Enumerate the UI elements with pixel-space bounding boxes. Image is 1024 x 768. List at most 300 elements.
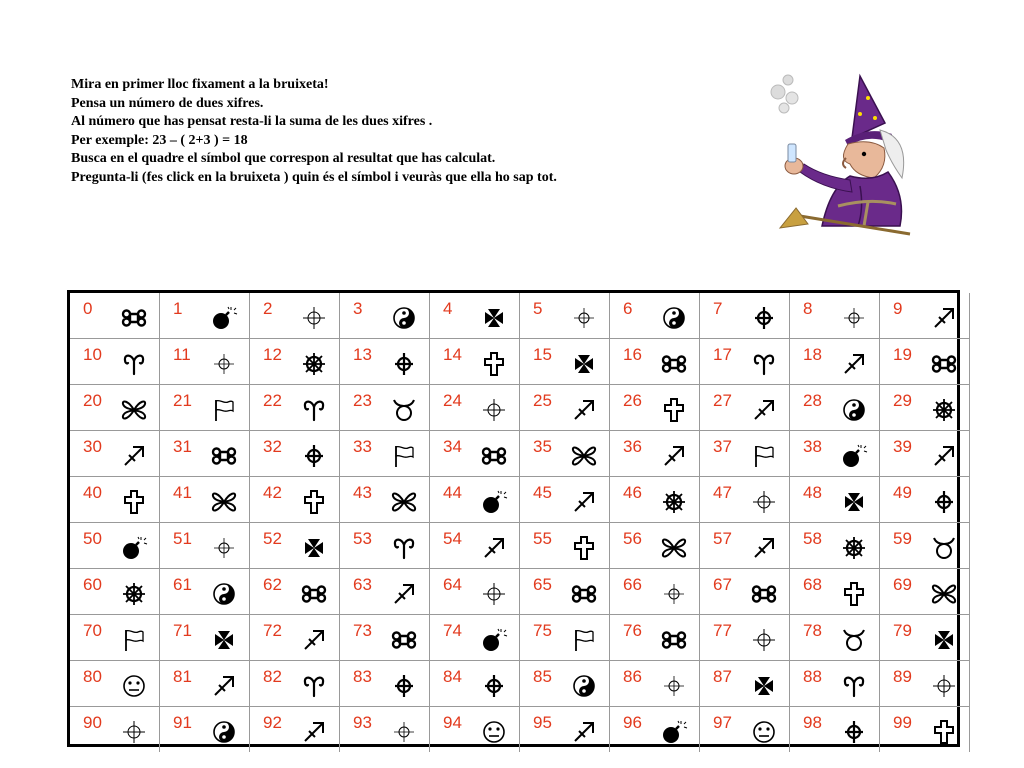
cell-number: 14 <box>443 345 462 364</box>
grid-row <box>70 385 970 431</box>
grid-cell <box>790 293 880 339</box>
grid-cell <box>250 707 340 753</box>
cell-number: 83 <box>353 667 372 686</box>
grid-cell <box>70 707 160 753</box>
target-icon <box>570 304 598 332</box>
cell-number: 65 <box>533 575 552 594</box>
cell-number: 50 <box>83 529 102 548</box>
cell-number: 36 <box>623 437 642 456</box>
grid-cell <box>790 569 880 615</box>
cell-number: 89 <box>893 667 912 686</box>
cell-number: 51 <box>173 529 192 548</box>
bomb-icon <box>480 488 508 516</box>
grid-cell <box>520 293 610 339</box>
butterfly-icon <box>120 396 148 424</box>
target-icon <box>210 534 238 562</box>
grid-cell <box>70 431 160 477</box>
grid-cell <box>70 339 160 385</box>
cell-number: 76 <box>623 621 642 640</box>
latin-cross-icon <box>660 396 688 424</box>
target-icon <box>660 580 688 608</box>
command-symbol-icon <box>660 626 688 654</box>
neutral-face-icon <box>120 672 148 700</box>
cell-number: 7 <box>713 299 723 318</box>
cell-number: 91 <box>173 713 192 732</box>
grid-cell <box>340 385 430 431</box>
maltese-cross-icon <box>300 534 328 562</box>
circle-cross-icon <box>750 304 778 332</box>
cell-number: 62 <box>263 575 282 594</box>
grid-cell <box>430 385 520 431</box>
cell-number: 63 <box>353 575 372 594</box>
crosshair-icon <box>750 488 778 516</box>
sagittarius-icon <box>570 718 598 746</box>
circle-cross-icon <box>300 442 328 470</box>
grid-cell <box>610 385 700 431</box>
grid-cell <box>70 615 160 661</box>
grid-cell <box>250 339 340 385</box>
butterfly-icon <box>390 488 418 516</box>
aries-icon <box>390 534 418 562</box>
latin-cross-icon <box>840 580 868 608</box>
cell-number: 78 <box>803 621 822 640</box>
latin-cross-icon <box>300 488 328 516</box>
instructions-text <box>71 76 557 187</box>
cell-number: 42 <box>263 483 282 502</box>
grid-cell <box>880 569 970 615</box>
command-symbol-icon <box>750 580 778 608</box>
cell-number: 77 <box>713 621 732 640</box>
cell-number: 82 <box>263 667 282 686</box>
command-symbol-icon <box>480 442 508 470</box>
cell-number: 59 <box>893 529 912 548</box>
grid-cell <box>700 385 790 431</box>
grid-cell <box>340 431 430 477</box>
sagittarius-icon <box>300 626 328 654</box>
grid-cell <box>430 569 520 615</box>
cell-number: 81 <box>173 667 192 686</box>
crosshair-icon <box>750 626 778 654</box>
grid-row <box>70 293 970 339</box>
grid-cell <box>880 523 970 569</box>
grid-cell <box>790 431 880 477</box>
bomb-icon <box>480 626 508 654</box>
cell-number: 38 <box>803 437 822 456</box>
grid-cell <box>340 569 430 615</box>
grid-cell <box>610 339 700 385</box>
grid-cell <box>430 339 520 385</box>
grid-row <box>70 339 970 385</box>
grid-cell <box>70 293 160 339</box>
grid-cell <box>160 523 250 569</box>
grid-cell <box>790 661 880 707</box>
cell-number: 0 <box>83 299 93 318</box>
cell-number: 87 <box>713 667 732 686</box>
grid-cell <box>430 661 520 707</box>
grid-cell <box>430 615 520 661</box>
cell-number: 28 <box>803 391 822 410</box>
crosshair-icon <box>120 718 148 746</box>
cell-number: 24 <box>443 391 462 410</box>
cell-number: 75 <box>533 621 552 640</box>
cell-number: 56 <box>623 529 642 548</box>
grid-cell <box>70 477 160 523</box>
grid-cell <box>160 385 250 431</box>
grid-cell <box>700 707 790 753</box>
grid-cell <box>790 615 880 661</box>
circle-cross-icon <box>840 718 868 746</box>
cell-number: 86 <box>623 667 642 686</box>
command-symbol-icon <box>210 442 238 470</box>
grid-cell <box>70 661 160 707</box>
butterfly-icon <box>570 442 598 470</box>
symbol-table <box>70 293 970 752</box>
neutral-face-icon <box>480 718 508 746</box>
cell-number: 31 <box>173 437 192 456</box>
cell-number: 98 <box>803 713 822 732</box>
grid-cell <box>520 385 610 431</box>
grid-cell <box>520 431 610 477</box>
cell-number: 19 <box>893 345 912 364</box>
cell-number: 53 <box>353 529 372 548</box>
cell-number: 35 <box>533 437 552 456</box>
crosshair-icon <box>480 580 508 608</box>
grid-cell <box>610 661 700 707</box>
sagittarius-icon <box>570 488 598 516</box>
grid-row <box>70 431 970 477</box>
command-symbol-icon <box>930 350 958 378</box>
cell-number: 57 <box>713 529 732 548</box>
cell-number: 85 <box>533 667 552 686</box>
cell-number: 34 <box>443 437 462 456</box>
dharma-wheel-icon <box>660 488 688 516</box>
cell-number: 70 <box>83 621 102 640</box>
grid-row <box>70 615 970 661</box>
sagittarius-icon <box>750 534 778 562</box>
grid-row <box>70 661 970 707</box>
grid-cell <box>880 477 970 523</box>
latin-cross-icon <box>480 350 508 378</box>
command-symbol-icon <box>300 580 328 608</box>
grid-cell <box>160 569 250 615</box>
grid-cell <box>880 339 970 385</box>
instruction-line: Pensa un número de dues xifres. <box>71 95 264 111</box>
flag-icon <box>750 442 778 470</box>
cell-number: 64 <box>443 575 462 594</box>
sagittarius-icon <box>660 442 688 470</box>
cell-number: 48 <box>803 483 822 502</box>
cell-number: 27 <box>713 391 732 410</box>
symbol-grid <box>67 290 960 747</box>
grid-cell <box>700 615 790 661</box>
grid-cell <box>610 523 700 569</box>
cell-number: 29 <box>893 391 912 410</box>
grid-cell <box>70 569 160 615</box>
taurus-icon <box>840 626 868 654</box>
cell-number: 95 <box>533 713 552 732</box>
cell-number: 66 <box>623 575 642 594</box>
cell-number: 43 <box>353 483 372 502</box>
grid-cell <box>340 661 430 707</box>
cell-number: 1 <box>173 299 183 318</box>
grid-cell <box>610 431 700 477</box>
bomb-icon <box>840 442 868 470</box>
butterfly-icon <box>930 580 958 608</box>
grid-cell <box>790 523 880 569</box>
grid-cell <box>880 385 970 431</box>
grid-cell <box>340 707 430 753</box>
latin-cross-icon <box>120 488 148 516</box>
cell-number: 97 <box>713 713 732 732</box>
cell-number: 58 <box>803 529 822 548</box>
grid-cell <box>250 569 340 615</box>
grid-row <box>70 707 970 753</box>
yin-yang-icon <box>210 718 238 746</box>
dharma-wheel-icon <box>930 396 958 424</box>
grid-cell <box>250 523 340 569</box>
grid-cell <box>790 339 880 385</box>
circle-cross-icon <box>930 488 958 516</box>
aries-icon <box>300 396 328 424</box>
grid-cell <box>610 615 700 661</box>
cell-number: 11 <box>173 345 191 364</box>
cell-number: 25 <box>533 391 552 410</box>
grid-cell <box>790 477 880 523</box>
cell-number: 71 <box>173 621 192 640</box>
cell-number: 61 <box>173 575 192 594</box>
grid-cell <box>520 707 610 753</box>
latin-cross-icon <box>570 534 598 562</box>
grid-cell <box>790 385 880 431</box>
taurus-icon <box>930 534 958 562</box>
grid-cell <box>340 293 430 339</box>
cell-number: 32 <box>263 437 282 456</box>
maltese-cross-icon <box>570 350 598 378</box>
cell-number: 79 <box>893 621 912 640</box>
wizard-icon[interactable] <box>760 68 930 238</box>
cell-number: 74 <box>443 621 462 640</box>
cell-number: 13 <box>353 345 372 364</box>
sagittarius-icon <box>300 718 328 746</box>
cell-number: 69 <box>893 575 912 594</box>
cell-number: 5 <box>533 299 543 318</box>
cell-number: 22 <box>263 391 282 410</box>
grid-cell <box>250 615 340 661</box>
aries-icon <box>300 672 328 700</box>
cell-number: 9 <box>893 299 903 318</box>
sagittarius-icon <box>750 396 778 424</box>
sagittarius-icon <box>930 304 958 332</box>
bomb-icon <box>120 534 148 562</box>
grid-cell <box>610 707 700 753</box>
cell-number: 39 <box>893 437 912 456</box>
flag-icon <box>390 442 418 470</box>
cell-number: 20 <box>83 391 102 410</box>
grid-row <box>70 477 970 523</box>
instruction-line: Busca en el quadre el símbol que correspon al resultat que has calculat. <box>71 151 496 166</box>
maltese-cross-icon <box>750 672 778 700</box>
sagittarius-icon <box>930 442 958 470</box>
sagittarius-icon <box>120 442 148 470</box>
flag-icon <box>210 396 238 424</box>
grid-cell <box>700 569 790 615</box>
cell-number: 52 <box>263 529 282 548</box>
neutral-face-icon <box>750 718 778 746</box>
instruction-line: Al número que has pensat resta-li la suma de les dues xifres . <box>71 114 433 129</box>
cell-number: 49 <box>893 483 912 502</box>
maltese-cross-icon <box>480 304 508 332</box>
cell-number: 4 <box>443 299 453 318</box>
maltese-cross-icon <box>930 626 958 654</box>
aries-icon <box>750 350 778 378</box>
aries-icon <box>120 350 148 378</box>
grid-cell <box>520 569 610 615</box>
sagittarius-icon <box>390 580 418 608</box>
cell-number: 96 <box>623 713 642 732</box>
grid-cell <box>880 431 970 477</box>
grid-cell <box>520 339 610 385</box>
cell-number: 21 <box>173 391 192 410</box>
grid-cell <box>700 523 790 569</box>
flag-icon <box>120 626 148 654</box>
cell-number: 26 <box>623 391 642 410</box>
bomb-icon <box>210 304 238 332</box>
grid-cell <box>160 477 250 523</box>
cell-number: 30 <box>83 437 102 456</box>
cell-number: 45 <box>533 483 552 502</box>
target-icon <box>840 304 868 332</box>
grid-cell <box>340 477 430 523</box>
cell-number: 88 <box>803 667 822 686</box>
grid-cell <box>700 431 790 477</box>
cell-number: 2 <box>263 299 273 318</box>
yin-yang-icon <box>660 304 688 332</box>
maltese-cross-icon <box>840 488 868 516</box>
cell-number: 37 <box>713 437 732 456</box>
aries-icon <box>840 672 868 700</box>
cell-number: 93 <box>353 713 372 732</box>
maltese-cross-icon <box>210 626 238 654</box>
cell-number: 12 <box>263 345 282 364</box>
grid-cell <box>250 385 340 431</box>
instruction-line: Per exemple: 23 – ( 2+3 ) = 18 <box>71 132 248 148</box>
grid-cell <box>880 615 970 661</box>
grid-cell <box>790 707 880 753</box>
cell-number: 99 <box>893 713 912 732</box>
cell-number: 40 <box>83 483 102 502</box>
grid-cell <box>880 661 970 707</box>
crosshair-icon <box>300 304 328 332</box>
cell-number: 8 <box>803 299 813 318</box>
grid-cell <box>700 339 790 385</box>
grid-cell <box>70 523 160 569</box>
grid-cell <box>430 707 520 753</box>
command-symbol-icon <box>570 580 598 608</box>
yin-yang-icon <box>840 396 868 424</box>
grid-cell <box>430 523 520 569</box>
cell-number: 33 <box>353 437 372 456</box>
cell-number: 92 <box>263 713 282 732</box>
circle-cross-icon <box>480 672 508 700</box>
grid-row <box>70 523 970 569</box>
grid-cell <box>160 615 250 661</box>
crosshair-icon <box>480 396 508 424</box>
sagittarius-icon <box>840 350 868 378</box>
grid-cell <box>160 661 250 707</box>
grid-cell <box>250 477 340 523</box>
cell-number: 44 <box>443 483 462 502</box>
grid-cell <box>250 431 340 477</box>
target-icon <box>210 350 238 378</box>
cell-number: 17 <box>713 345 732 364</box>
grid-cell <box>430 477 520 523</box>
grid-cell <box>520 615 610 661</box>
cell-number: 80 <box>83 667 102 686</box>
grid-cell <box>160 339 250 385</box>
grid-cell <box>430 431 520 477</box>
grid-cell <box>250 661 340 707</box>
cell-number: 90 <box>83 713 102 732</box>
cell-number: 94 <box>443 713 462 732</box>
latin-cross-icon <box>930 718 958 746</box>
grid-row <box>70 569 970 615</box>
cell-number: 6 <box>623 299 633 318</box>
cell-number: 60 <box>83 575 102 594</box>
grid-cell <box>520 523 610 569</box>
cell-number: 68 <box>803 575 822 594</box>
grid-cell <box>520 661 610 707</box>
flag-icon <box>570 626 598 654</box>
cell-number: 18 <box>803 345 822 364</box>
command-symbol-icon <box>660 350 688 378</box>
butterfly-icon <box>210 488 238 516</box>
grid-cell <box>880 293 970 339</box>
circle-cross-icon <box>390 350 418 378</box>
instruction-line: Pregunta-li (fes click en la bruixeta ) quin és el símbol i veuràs que ella ho sap tot. <box>71 169 557 185</box>
cell-number: 73 <box>353 621 372 640</box>
cell-number: 67 <box>713 575 732 594</box>
grid-cell <box>70 385 160 431</box>
dharma-wheel-icon <box>120 580 148 608</box>
grid-cell <box>340 615 430 661</box>
grid-cell <box>610 477 700 523</box>
grid-cell <box>610 569 700 615</box>
cell-number: 46 <box>623 483 642 502</box>
instruction-line: Mira en primer lloc fixament a la bruixeta! <box>71 77 329 92</box>
sagittarius-icon <box>480 534 508 562</box>
grid-cell <box>700 477 790 523</box>
yin-yang-icon <box>210 580 238 608</box>
grid-cell <box>340 339 430 385</box>
command-symbol-icon <box>390 626 418 654</box>
yin-yang-icon <box>570 672 598 700</box>
grid-cell <box>160 707 250 753</box>
grid-cell <box>250 293 340 339</box>
sagittarius-icon <box>570 396 598 424</box>
cell-number: 16 <box>623 345 642 364</box>
grid-cell <box>160 293 250 339</box>
dharma-wheel-icon <box>300 350 328 378</box>
command-symbol-icon <box>120 304 148 332</box>
circle-cross-icon <box>390 672 418 700</box>
bomb-icon <box>660 718 688 746</box>
cell-number: 3 <box>353 299 363 318</box>
grid-cell <box>880 707 970 753</box>
cell-number: 84 <box>443 667 462 686</box>
cell-number: 15 <box>533 345 552 364</box>
sagittarius-icon <box>210 672 238 700</box>
dharma-wheel-icon <box>840 534 868 562</box>
